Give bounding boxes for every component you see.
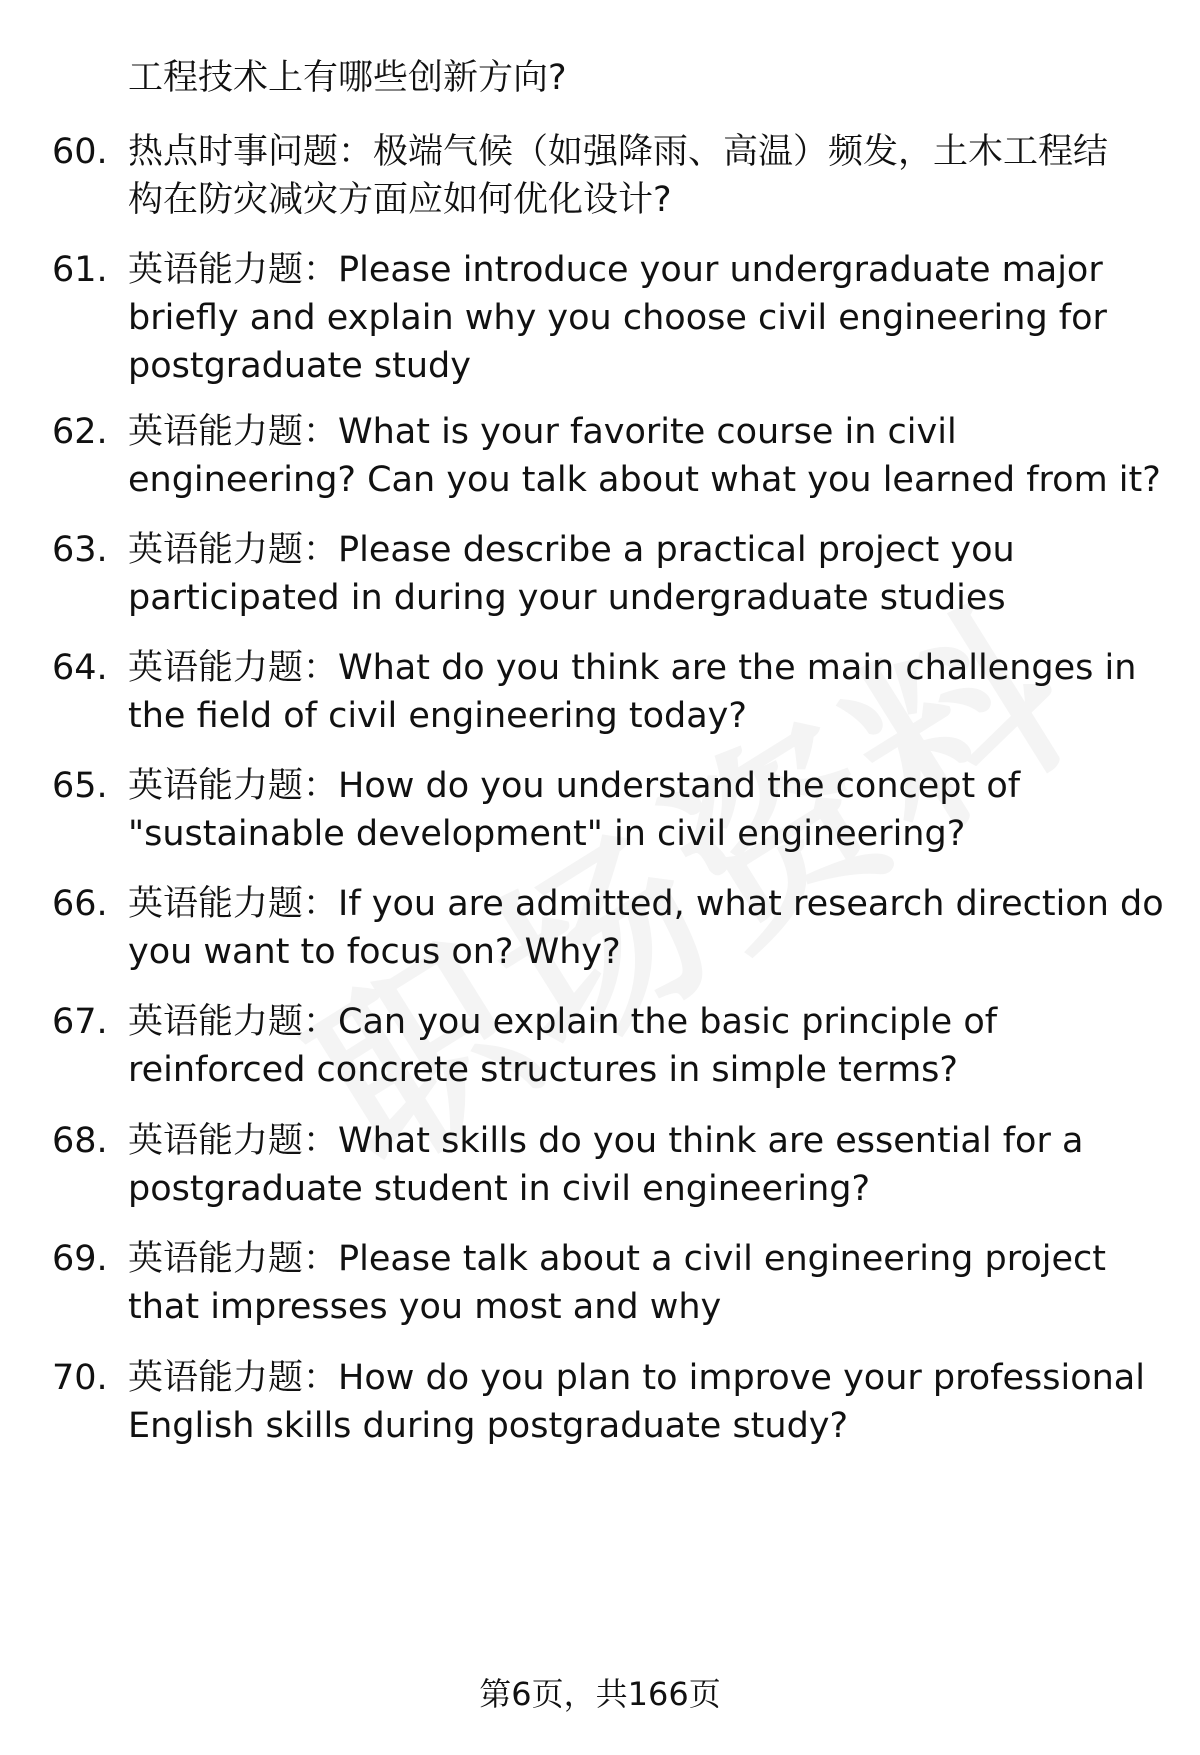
item-line: 英语能力题：Can you explain the basic principle of	[128, 1002, 998, 1042]
item-text	[128, 762, 1168, 858]
item-number: 67.	[52, 1002, 108, 1042]
item-number: 66.	[52, 884, 108, 924]
item-line: 构在防灾减灾方面应如何优化设计?	[128, 180, 672, 220]
item-line: briefly and explain why you choose civil engineering for	[128, 298, 1107, 338]
item-line: postgraduate student in civil engineering?	[128, 1169, 871, 1209]
item-text	[128, 1235, 1168, 1331]
item-number: 64.	[52, 648, 108, 688]
item-line: you want to focus on? Why?	[128, 932, 621, 972]
item-line: 热点时事问题：极端气候（如强降雨、高温）频发，土木工程结	[128, 132, 1109, 172]
item-number: 63.	[52, 530, 108, 570]
item-text	[128, 1117, 1168, 1213]
item-line: 英语能力题：What skills do you think are essential for a	[128, 1121, 1084, 1161]
item-line: 英语能力题：Please introduce your undergraduate major	[128, 250, 1103, 290]
item-line: reinforced concrete structures in simple terms?	[128, 1050, 958, 1090]
item-number: 62.	[52, 412, 108, 452]
item-number: 68.	[52, 1121, 108, 1161]
item-line: English skills during postgraduate study?	[128, 1406, 849, 1446]
item-number: 69.	[52, 1239, 108, 1279]
item-number: 61.	[52, 250, 108, 290]
item-text	[128, 408, 1168, 504]
item-line: 英语能力题：If you are admitted, what research direction do	[128, 884, 1164, 924]
item-line: 英语能力题：What do you think are the main challenges in	[128, 648, 1137, 688]
item-text	[128, 880, 1168, 976]
item-text	[128, 526, 1168, 622]
item-line: 英语能力题：Please describe a practical project you	[128, 530, 1015, 570]
item-text	[128, 644, 1168, 740]
item-line: 英语能力题：What is your favorite course in civil	[128, 412, 957, 452]
continuation-line: 工程技术上有哪些创新方向?	[128, 58, 567, 98]
item-text	[128, 128, 1168, 224]
item-line: 英语能力题：How do you understand the concept of	[128, 766, 1021, 806]
item-line: participated in during your undergraduate studies	[128, 578, 1006, 618]
item-number: 60.	[52, 132, 108, 172]
item-line: 英语能力题：Please talk about a civil engineering project	[128, 1239, 1106, 1279]
item-text	[128, 998, 1168, 1094]
item-line: "sustainable development" in civil engineering?	[128, 814, 966, 854]
item-line: postgraduate study	[128, 346, 471, 386]
item-text	[128, 1354, 1168, 1450]
item-line: the field of civil engineering today?	[128, 696, 747, 736]
item-text	[128, 246, 1168, 390]
item-number: 70.	[52, 1358, 108, 1398]
item-line: engineering? Can you talk about what you learned from it?	[128, 460, 1161, 500]
item-line: 英语能力题：How do you plan to improve your professional	[128, 1358, 1145, 1398]
item-line: that impresses you most and why	[128, 1287, 722, 1327]
item-number: 65.	[52, 766, 108, 806]
page-footer: 第6页，共166页	[479, 1675, 721, 1713]
